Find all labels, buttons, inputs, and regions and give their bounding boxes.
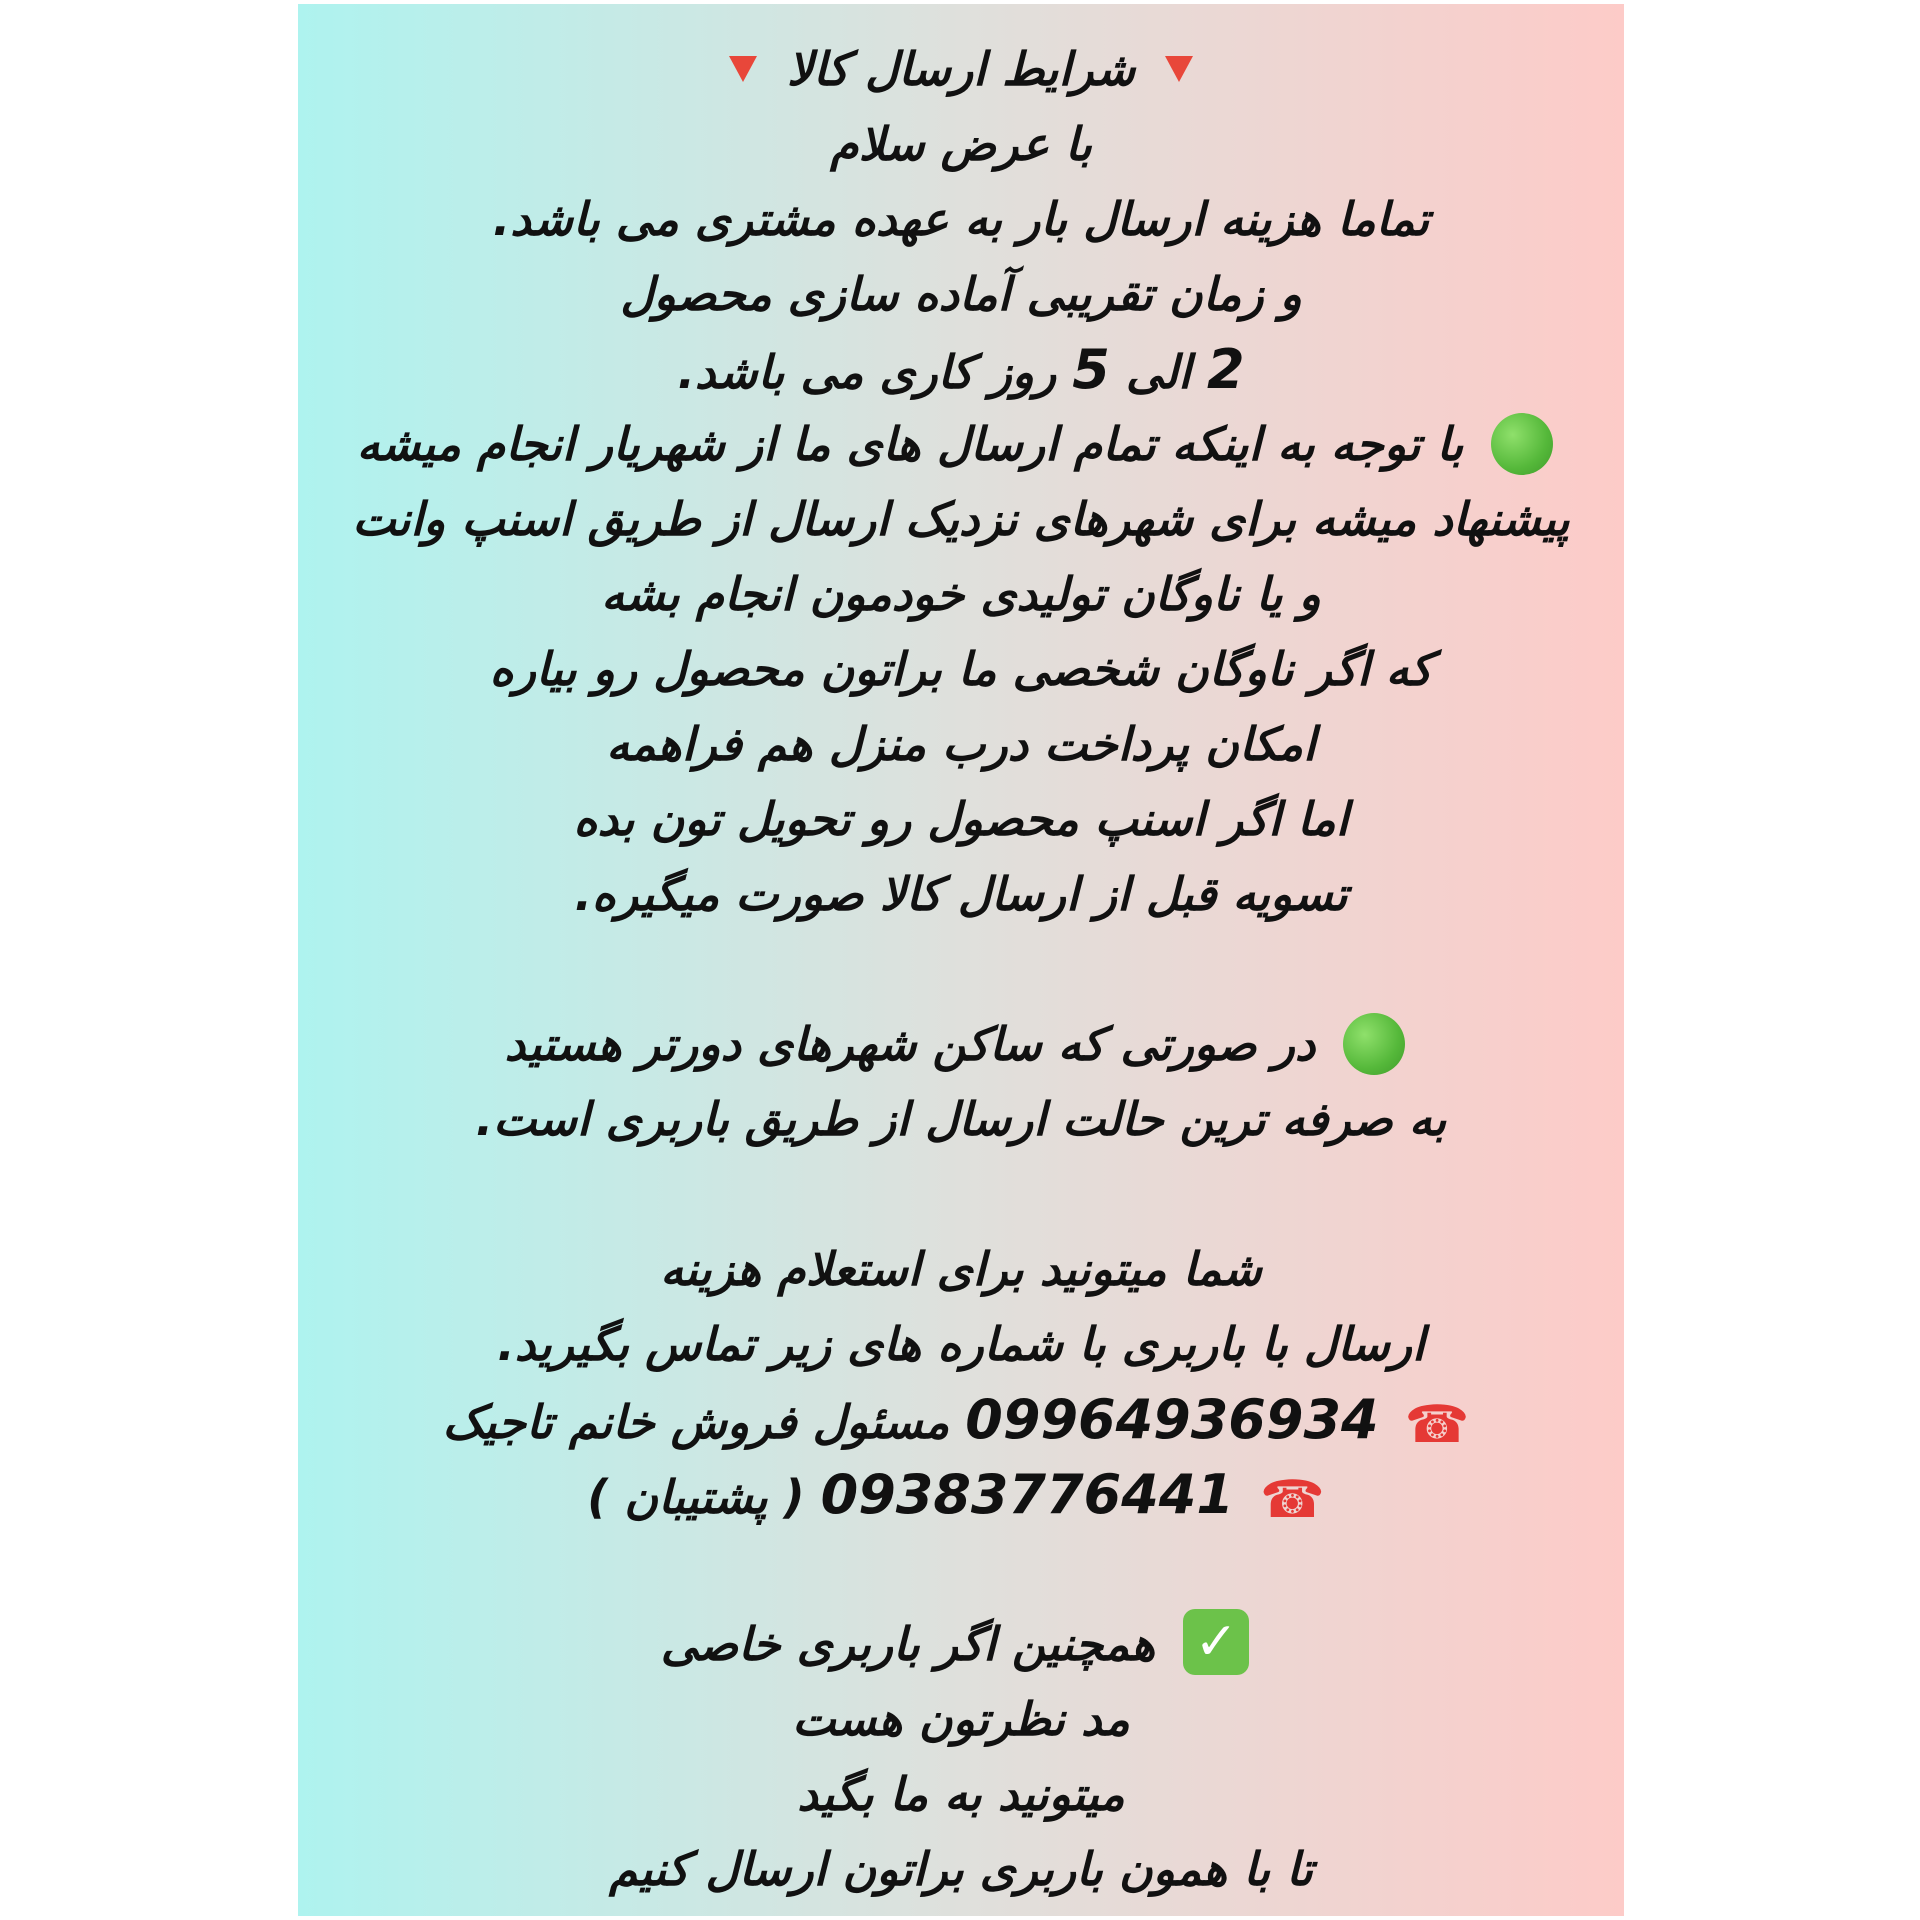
green-circle-icon: [1343, 1013, 1405, 1075]
section2-line: به صرفه ترین حالت ارسال از طریق باربری است.: [475, 1092, 1447, 1146]
section1-line: اما اگر اسنپ محصول رو تحویل تون بده: [573, 792, 1349, 846]
days-separator: الی: [1125, 345, 1191, 399]
closing-heading-line: [298, 1607, 1624, 1682]
phone2-line: [298, 1457, 1624, 1532]
contact-line: ارسال با باربری با شماره های زیر تماس بگیرید.: [497, 1317, 1425, 1371]
green-circle-icon: [1491, 413, 1553, 475]
days-from: 2: [1206, 338, 1245, 401]
section1-line: با توجه به اینکه تمام ارسال های ما از شهریار انجام میشه: [356, 417, 1464, 471]
closing-line: همچنین اگر باربری خاصی: [660, 1617, 1156, 1671]
spacer: [298, 1532, 1624, 1607]
shipping-terms-card: [298, 4, 1624, 1916]
days-tail: روز کاری می باشد.: [677, 345, 1057, 399]
check-mark-icon: ✓: [1183, 1609, 1249, 1675]
intro-line: و زمان تقریبی آماده سازی محصول: [620, 267, 1302, 321]
spacer: [298, 932, 1624, 1007]
red-triangle-icon: [729, 56, 757, 82]
section1-line: تسویه قبل از ارسال کالا صورت میگیره.: [574, 867, 1348, 921]
section1-line: و یا ناوگان تولیدی خودمون انجام بشه: [601, 567, 1321, 621]
closing-line: تا با همون باربری براتون ارسال کنیم: [609, 1842, 1313, 1896]
contact-line: شما میتونید برای استعلام هزینه: [660, 1242, 1262, 1296]
phone1-number[interactable]: 09964936934: [965, 1388, 1379, 1451]
days-to: 5: [1072, 338, 1110, 401]
red-triangle-icon: [1165, 56, 1193, 82]
telephone-icon: ☎: [1404, 1395, 1470, 1455]
title-line: [298, 32, 1624, 107]
section1-heading-line: [298, 407, 1624, 482]
phone2-label: ( پشتیبان ): [587, 1470, 805, 1524]
telephone-icon: ☎: [1259, 1470, 1325, 1530]
phone1-label: مسئول فروش خانم تاجیک: [442, 1395, 950, 1449]
intro-line: تماما هزینه ارسال بار به عهده مشتری می باشد.: [492, 192, 1430, 246]
section2-heading-line: [298, 1007, 1624, 1082]
greeting: با عرض سلام: [830, 117, 1092, 171]
section1-line: امکان پرداخت درب منزل هم فراهمه: [606, 717, 1316, 771]
phone1-line: [298, 1382, 1624, 1457]
page-title: شرایط ارسال کالا: [786, 42, 1136, 96]
section1-line: که اگر ناوگان شخصی ما براتون محصول رو بیاره: [489, 642, 1433, 696]
closing-line: میتونید به ما بگید: [797, 1767, 1125, 1821]
section1-line: پیشنهاد میشه برای شهرهای نزدیک ارسال از طریق اسنپ وانت: [352, 492, 1570, 546]
intro-days-line: [298, 332, 1624, 407]
phone2-number[interactable]: 09383776441: [820, 1463, 1234, 1526]
spacer: [298, 1157, 1624, 1232]
section2-line: در صورتی که ساکن شهرهای دورتر هستید: [504, 1017, 1316, 1071]
closing-line: مد نظرتون هست: [792, 1692, 1130, 1746]
